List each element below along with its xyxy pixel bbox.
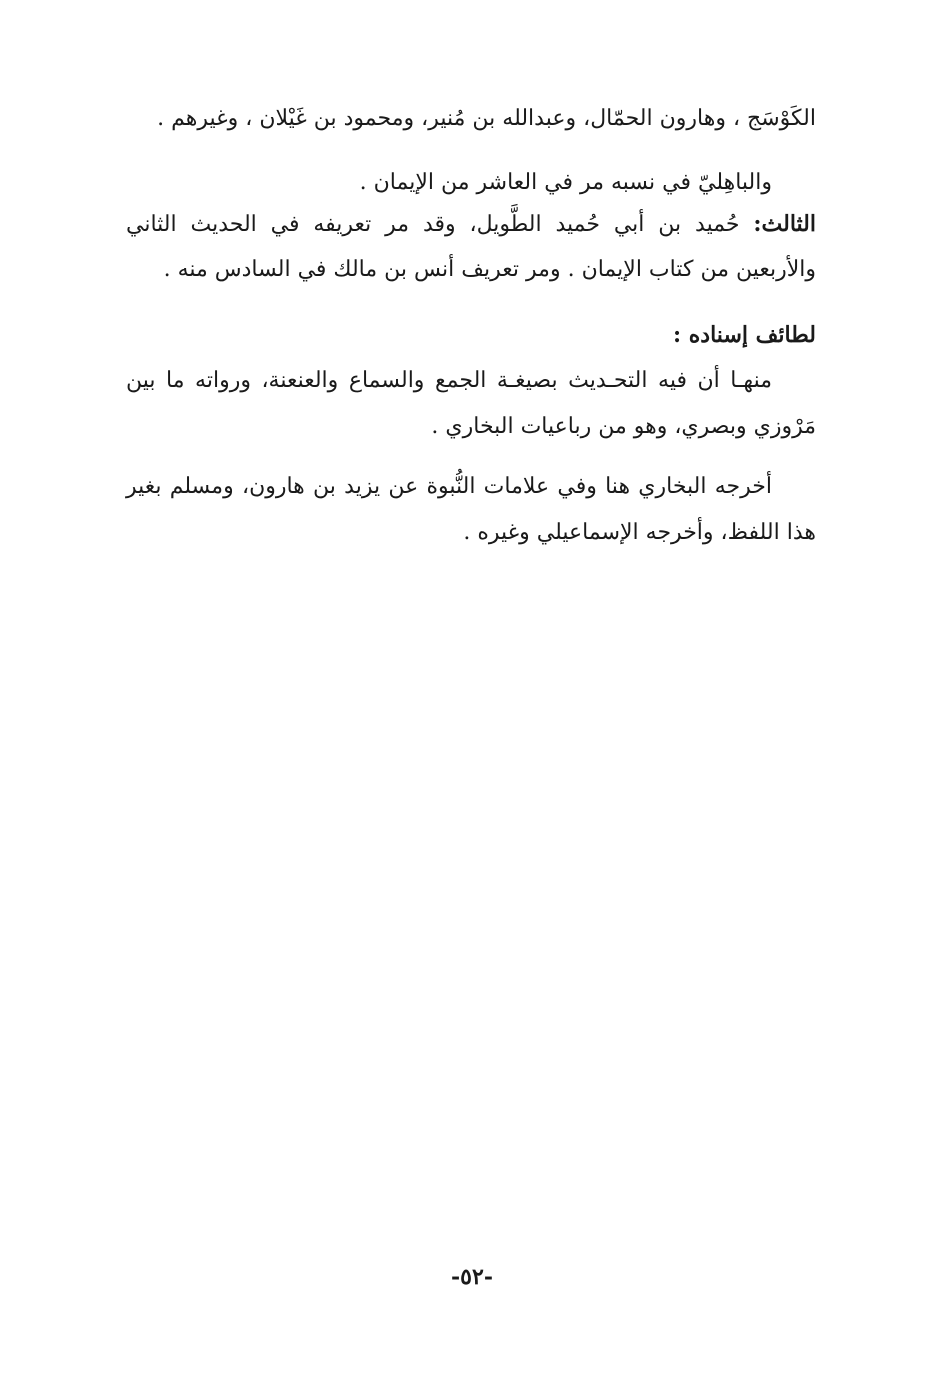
text-line-6: مَرْوزي وبصري، وهو من رباعيات البخاري .: [431, 414, 816, 439]
text-line-5: منهـا أن فيه التحـديث بصيغـة الجمع والسماع والعنعنة، ورواته ما بين: [126, 368, 772, 393]
text-line-2: والباهِليّ في نسبه مر في العاشر من الإيمان .: [359, 170, 772, 195]
text-line-3-body: حُميد بن أبي حُميد الطَّويل، وقد مر تعريفه في الحديث الثاني: [126, 212, 754, 237]
text-line-8: هذا اللفظ، وأخرجه الإسماعيلي وغيره .: [463, 520, 816, 545]
section-label-third: الثالث:: [753, 211, 816, 237]
text-line-1: الكَوْسَج ، وهارون الحمّال، وعبدالله بن مُنير، ومحمود بن غَيْلان ، وغيرهم .: [157, 106, 816, 131]
text-line-7: أخرجه البخاري هنا وفي علامات النُّبوة عن يزيد بن هارون، ومسلم بغير: [126, 474, 772, 499]
section-heading: لطائف إسناده :: [673, 322, 816, 348]
page-number: -٥٢-: [451, 1264, 493, 1290]
text-line-4: والأربعين من كتاب الإيمان . ومر تعريف أنس بن مالك في السادس منه .: [163, 257, 816, 282]
text-line-3: [126, 207, 816, 242]
